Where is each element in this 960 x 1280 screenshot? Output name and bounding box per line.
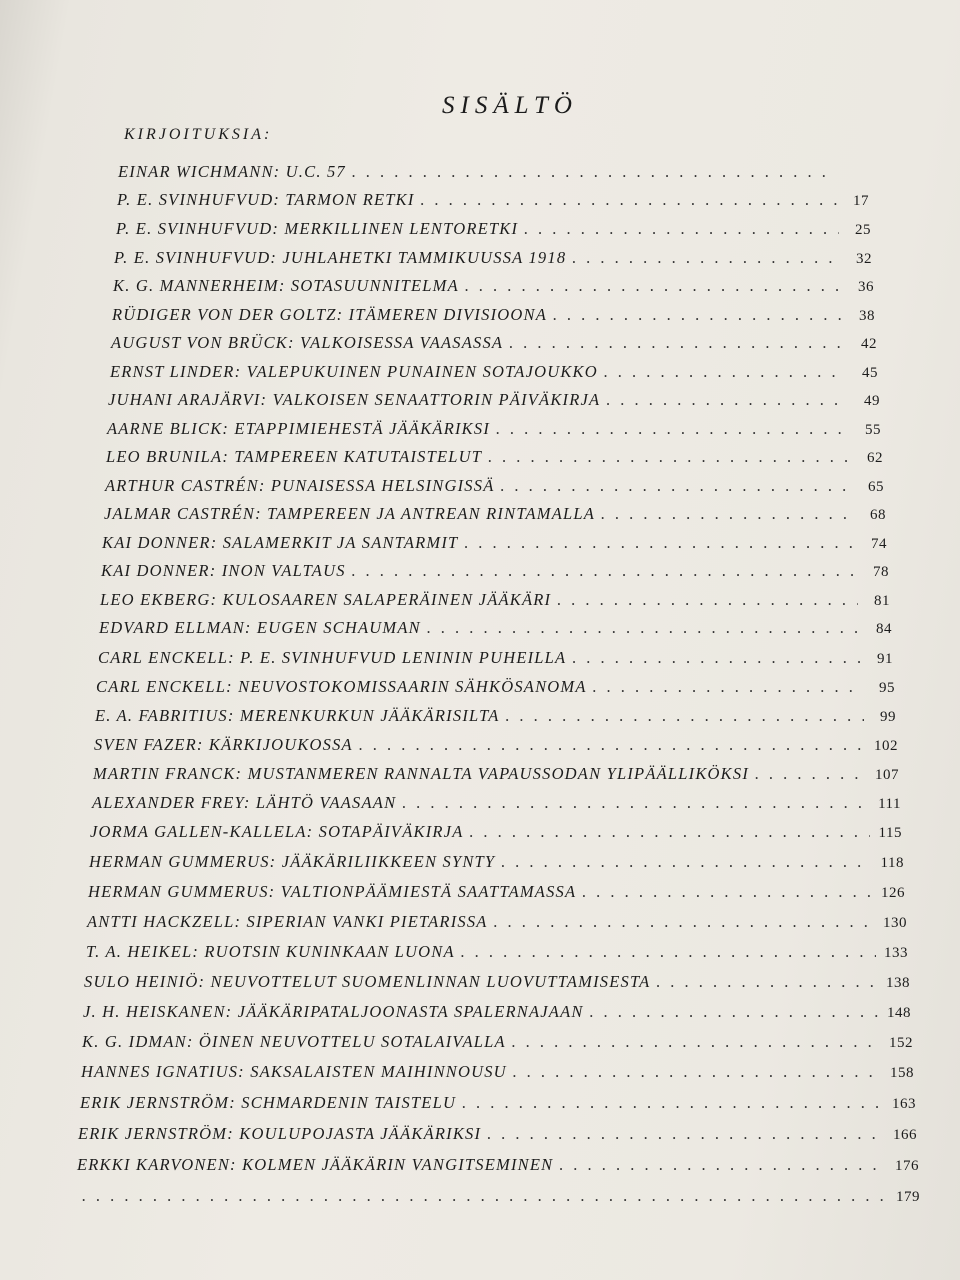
toc-row: [99, 618, 892, 644]
toc-row: [86, 942, 908, 968]
dot-leader: [656, 972, 878, 992]
toc-row: [96, 677, 895, 703]
dot-leader: [601, 504, 854, 524]
page-title: SISÄLTÖ: [442, 92, 578, 119]
toc-page-number: 17: [853, 193, 869, 209]
toc-entry-title: E. A. FABRITIUS: MERENKURKUN JÄÄKÄRISILTA: [95, 706, 500, 725]
toc-row: [76, 1186, 920, 1212]
dot-leader: [464, 533, 855, 553]
toc-row: [83, 1002, 911, 1028]
dot-leader: [488, 447, 851, 467]
dot-leader: [513, 1062, 882, 1082]
toc-row: [110, 362, 878, 388]
dot-leader: [524, 219, 839, 239]
toc-page-number: 32: [856, 251, 872, 267]
dot-leader: [509, 333, 845, 353]
dot-leader: [352, 561, 857, 581]
toc-page-number: 148: [887, 1005, 911, 1021]
toc-row: [116, 219, 871, 245]
toc-row: [80, 1093, 916, 1119]
dot-leader: [461, 942, 876, 962]
toc-row: [93, 764, 899, 790]
toc-page-number: 118: [880, 855, 904, 871]
dot-leader: [572, 248, 840, 268]
toc-entry-title: HERMAN GUMMERUS: VALTIONPÄÄMIESTÄ SAATTAMASSA: [88, 882, 577, 901]
toc-page-number: 68: [870, 507, 886, 523]
section-label: KIRJOITUKSIA:: [124, 126, 273, 143]
toc-row: [90, 822, 902, 848]
toc-row: [114, 248, 872, 274]
toc-entry-title: P. E. SVINHUFVUD: JUHLAHETKI TAMMIKUUSSA 1918: [114, 248, 567, 267]
dot-leader: [82, 1186, 888, 1206]
toc-entry-title: CARL ENCKELL: P. E. SVINHUFVUD LENININ PUHEILLA: [98, 648, 567, 667]
toc-row: [113, 276, 874, 302]
toc-entry-title: ANTTI HACKZELL: SIPERIAN VANKI PIETARISSA: [87, 912, 488, 931]
toc-page-number: 158: [890, 1065, 914, 1081]
toc-entry-title: ARTHUR CASTRÉN: PUNAISESSA HELSINGISSÄ: [105, 476, 495, 495]
dot-leader: [593, 677, 863, 697]
toc-page-number: 38: [859, 308, 875, 324]
toc-row: [108, 390, 880, 416]
toc-entry-title: ALEXANDER FREY: LÄHTÖ VAASAAN: [92, 793, 397, 812]
dot-leader: [496, 419, 849, 439]
toc-entry-title: ERIK JERNSTRÖM: KOULUPOJASTA JÄÄKÄRIKSI: [78, 1124, 482, 1143]
toc-row: [77, 1155, 919, 1181]
toc-row: [105, 476, 884, 502]
dot-leader: [572, 648, 861, 668]
toc-page-number: 115: [878, 825, 902, 841]
toc-page-number: 62: [867, 450, 883, 466]
toc-row: [101, 561, 889, 587]
toc-page-number: 130: [883, 915, 907, 931]
toc-entry-title: LEO BRUNILA: TAMPEREEN KATUTAISTELUT: [106, 447, 483, 466]
toc-page-number: 42: [861, 336, 877, 352]
toc-row: [82, 1032, 913, 1058]
toc-row: [100, 590, 890, 616]
toc-row: [88, 882, 905, 908]
toc-row: [106, 447, 883, 473]
dot-leader: [559, 1155, 887, 1175]
toc-page-number: 65: [868, 479, 884, 495]
toc-entry-title: SVEN FAZER: KÄRKIJOUKOSSA: [94, 735, 353, 754]
toc-entry-title: LEO EKBERG: KULOSAAREN SALAPERÄINEN JÄÄKÄRI: [100, 590, 552, 609]
toc-row: [84, 972, 910, 998]
toc-page-number: 25: [855, 222, 871, 238]
toc-page-number: 49: [864, 393, 880, 409]
toc-entry-title: K. G. MANNERHEIM: SOTASUUNNITELMA: [113, 276, 459, 295]
dot-leader: [501, 852, 872, 872]
toc-row: [89, 852, 904, 878]
toc-entry-title: JUHANI ARAJÄRVI: VALKOISEN SENAATTORIN PÄIVÄKIRJA: [108, 390, 601, 409]
toc-entry-title: K. G. IDMAN: ÖINEN NEUVOTTELU SOTALAIVALLA: [82, 1032, 506, 1051]
toc-entry-title: JALMAR CASTRÉN: TAMPEREEN JA ANTREAN RINTAMALLA: [104, 504, 596, 523]
toc-entry-title: CARL ENCKELL: NEUVOSTOKOMISSAARIN SÄHKÖSANOMA: [96, 677, 587, 696]
toc-entry-title: RÜDIGER VON DER GOLTZ: ITÄMEREN DIVISIOONA: [112, 305, 547, 324]
toc-entry-title: ERNST LINDER: VALEPUKUINEN PUNAINEN SOTAJOUKKO: [110, 362, 598, 381]
toc-entry-title: JORMA GALLEN-KALLELA: SOTAPÄIVÄKIRJA: [90, 822, 464, 841]
toc-row: [111, 333, 877, 359]
toc-row: [112, 305, 875, 331]
toc-page-number: 55: [865, 422, 881, 438]
dot-leader: [469, 822, 870, 842]
toc-page-number: 107: [875, 767, 899, 783]
toc-entry-title: ERKKI KARVONEN: KOLMEN JÄÄKÄRIN VANGITSEMINEN: [77, 1155, 554, 1174]
toc-page-number: 133: [884, 945, 908, 961]
toc-page-number: 126: [881, 885, 905, 901]
toc-entry-title: EDVARD ELLMAN: EUGEN SCHAUMAN: [99, 618, 421, 637]
toc-row: [117, 190, 869, 216]
toc-page-number: 45: [862, 365, 878, 381]
toc-page-number: 111: [878, 796, 901, 812]
toc-page-number: 99: [880, 709, 896, 725]
toc-page-number: 179: [896, 1189, 920, 1205]
dot-leader: [606, 390, 848, 410]
toc-entry-title: HERMAN GUMMERUS: JÄÄKÄRILIIKKEEN SYNTY: [89, 852, 496, 871]
toc-page-number: 91: [877, 651, 893, 667]
toc-row: [107, 419, 881, 445]
dot-leader: [506, 706, 865, 726]
toc-page-number: 74: [871, 536, 887, 552]
dot-leader: [465, 276, 842, 296]
toc-entry-title: AARNE BLICK: ETAPPIMIEHESTÄ JÄÄKÄRIKSI: [107, 419, 491, 438]
dot-leader: [462, 1093, 884, 1113]
toc-page-number: 81: [874, 593, 890, 609]
dot-leader: [500, 476, 852, 496]
dot-leader: [427, 618, 860, 638]
dot-leader: [553, 305, 843, 325]
toc-entry-title: J. H. HEISKANEN: JÄÄKÄRIPATALJOONASTA SPALERNAJAAN: [83, 1002, 584, 1021]
toc-page-number: 166: [893, 1127, 917, 1143]
toc-page-number: 138: [886, 975, 910, 991]
dot-leader: [557, 590, 858, 610]
toc-entry-title: AUGUST VON BRÜCK: VALKOISESSA VAASASSA: [111, 333, 504, 352]
toc-row: [104, 504, 886, 530]
dot-leader: [494, 912, 875, 932]
dot-leader: [512, 1032, 881, 1052]
toc-page-number: 102: [874, 738, 898, 754]
toc-entry-title: EINAR WICHMANN: U.C. 57: [118, 162, 346, 181]
dot-leader: [755, 764, 867, 784]
toc-entry-title: P. E. SVINHUFVUD: MERKILLINEN LENTORETKI: [116, 219, 519, 238]
dot-leader: [604, 362, 846, 382]
dot-leader: [359, 735, 866, 755]
toc-row: [98, 648, 893, 674]
dot-leader: [352, 162, 836, 182]
toc-entry-title: KAI DONNER: SALAMERKIT JA SANTARMIT: [102, 533, 459, 552]
toc-entry-title: HANNES IGNATIUS: SAKSALAISTEN MAIHINNOUSU: [81, 1062, 507, 1081]
toc-entry-title: T. A. HEIKEL: RUOTSIN KUNINKAAN LUONA: [86, 942, 455, 961]
toc-entry-title: ERIK JERNSTRÖM: SCHMARDENIN TAISTELU: [80, 1093, 457, 1112]
toc-entry-title: KAI DONNER: INON VALTAUS: [101, 561, 346, 580]
toc-page-number: 84: [876, 621, 892, 637]
toc-page-number: 95: [879, 680, 895, 696]
dot-leader: [402, 793, 869, 813]
toc-page-number: 176: [895, 1158, 919, 1174]
toc-page-number: 163: [892, 1096, 916, 1112]
toc-row: [102, 533, 887, 559]
toc-row: [87, 912, 907, 938]
toc-row: [95, 706, 896, 732]
toc-row: [118, 162, 868, 188]
toc-entry-title: MARTIN FRANCK: MUSTANMEREN RANNALTA VAPAUSSODAN YLIPÄÄLLIKÖKSI: [93, 764, 750, 783]
toc-page-number: 78: [873, 564, 889, 580]
toc-entry-title: P. E. SVINHUFVUD: TARMON RETKI: [117, 190, 415, 209]
toc-row: [78, 1124, 917, 1150]
toc-entry-title: SULO HEINIÖ: NEUVOTTELUT SUOMENLINNAN LUOVUTTAMISESTA: [84, 972, 651, 991]
dot-leader: [590, 1002, 879, 1022]
dot-leader: [582, 882, 873, 902]
dot-leader: [487, 1124, 885, 1144]
toc-page-number: 36: [858, 279, 874, 295]
dot-leader: [421, 190, 837, 210]
toc-row: [94, 735, 898, 761]
toc-row: [81, 1062, 914, 1088]
toc-row: [92, 793, 901, 819]
toc-page-number: 152: [889, 1035, 913, 1051]
